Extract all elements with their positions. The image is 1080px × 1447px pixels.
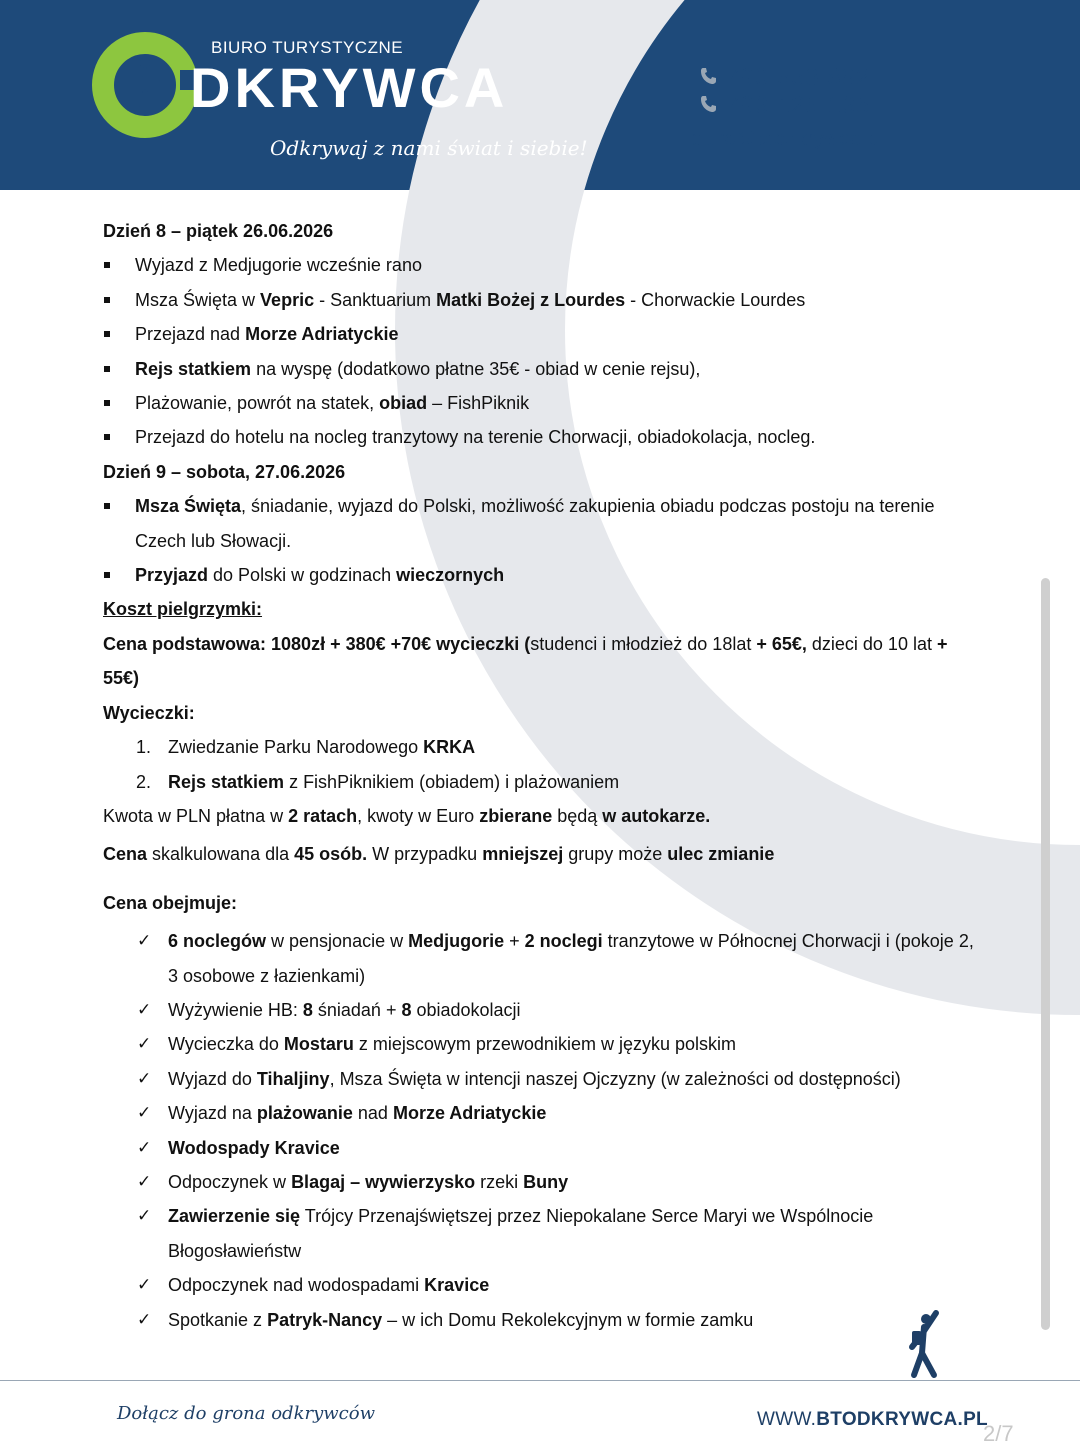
includes-item: ✓ Wyżywienie HB: 8 śniadań + 8 obiadokolacji [103, 993, 983, 1027]
phone-icon [700, 95, 716, 113]
includes-item: ✓ Zawierzenie się Trójcy Przenajświętszej przez Niepokalane Serce Maryi we Wspólnocie Błogosławieństw [103, 1199, 983, 1268]
list-item: Wyjazd z Medjugorie wcześnie rano [103, 248, 983, 282]
includes-item: ✓ Odpoczynek nad wodospadami Kravice [103, 1268, 983, 1302]
check-icon: ✓ [137, 999, 152, 1019]
check-icon: ✓ [137, 931, 152, 951]
includes-item: ✓ Wodospady Kravice [103, 1131, 983, 1165]
cost-heading: Koszt pielgrzymki: [103, 599, 263, 620]
list-item: Msza Święta, śniadanie, wyjazd do Polski, możliwość zakupienia obiadu podczas postoju na terenie Czech lub Słowacji. [103, 489, 983, 558]
contact-block [690, 64, 890, 151]
check-icon: ✓ [137, 1068, 152, 1088]
check-icon: ✓ [137, 1275, 152, 1295]
scrollbar[interactable] [1041, 578, 1050, 1330]
footer-divider [0, 1380, 1080, 1381]
includes-item: ✓ Wyjazd do Tihaljiny, Msza Święta w intencji naszej Ojczyzny (w zależności od dostępności) [103, 1062, 983, 1096]
day-8-heading: Dzień 8 – piątek 26.06.2026 [103, 221, 334, 241]
payment-note: Kwota w PLN płatna w 2 ratach, kwoty w Euro zbierane będą w autokarze. [103, 805, 711, 826]
includes-item: ✓ 6 noclegów w pensjonacie w Medjugorie + 2 noclegi tranzytowe w Północnej Chorwacji i (pokoje 2, 3 osobowe z łazienkami) [103, 924, 983, 993]
phone-number: 790 553 892 [726, 64, 871, 91]
list-item: Msza Święta w Vepric - Sanktuarium Matki Bożej z Lourdes - Chorwackie Lourdes [103, 283, 983, 317]
company-name: DKRYWCA [190, 56, 509, 119]
list-item: Przejazd do hotelu na nocleg tranzytowy na terenie Chorwacji, obiadokolacja, nocleg. [103, 420, 983, 454]
company-logo-icon [90, 30, 200, 140]
page-number: 2/7 [983, 1421, 1014, 1446]
includes-item: ✓ Spotkanie z Patryk-Nancy – w ich Domu Rekolekcyjnym w formie zamku [103, 1303, 983, 1337]
list-item: Rejs statkiem na wyspę (dodatkowo płatne 35€ - obiad w cenie rejsu), [103, 352, 983, 386]
phone-line[interactable] [690, 64, 890, 92]
check-icon: ✓ [137, 1309, 152, 1329]
website-link[interactable]: WWW.BTODKRYWCA.PL [757, 1409, 988, 1430]
document-body [103, 214, 983, 1337]
phone-icon [700, 67, 716, 85]
phone-line[interactable] [690, 92, 890, 120]
includes-heading: Cena obejmuje: [103, 892, 238, 913]
list-item: Plażowanie, powrót na statek, obiad – FishPiknik [103, 386, 983, 420]
header-banner [0, 0, 1080, 190]
check-icon: ✓ [137, 1206, 152, 1226]
check-icon: ✓ [137, 1034, 152, 1054]
calc-note: Cena skalkulowana dla 45 osób. W przypadku mniejszej grupy może ulec zmianie [103, 844, 775, 865]
includes-item: ✓ Odpoczynek w Blagaj – wywierzysko rzeki Buny [103, 1165, 983, 1199]
company-type-label: BIURO TURYSTYCZNE [211, 38, 404, 57]
phone-number: 793 125 135 [726, 92, 871, 119]
list-item: Przejazd nad Morze Adriatyckie [103, 317, 983, 351]
footer-slogan: Dołącz do grona odkrywców [117, 1403, 375, 1424]
day-9-heading: Dzień 9 – sobota, 27.06.2026 [103, 461, 346, 482]
trips-heading: Wycieczki: [103, 702, 195, 723]
list-item: Przyjazd do Polski w godzinach wieczornych [103, 558, 983, 592]
check-icon: ✓ [137, 1103, 152, 1123]
includes-item: ✓ Wyjazd na plażowanie nad Morze Adriatyckie [103, 1096, 983, 1130]
trip-item: 1. Zwiedzanie Parku Narodowego KRKA [136, 737, 476, 758]
check-icon: ✓ [137, 1171, 152, 1191]
hiker-icon [900, 1305, 950, 1385]
trip-item: 2. Rejs statkiem z FishPiknikiem (obiadem) i plażowaniem [136, 771, 620, 792]
check-icon: ✓ [137, 1137, 152, 1157]
company-slogan: Odkrywaj z nami świat i siebie! [270, 136, 588, 160]
includes-item: ✓ Wycieczka do Mostaru z miejscowym przewodnikiem w języku polskim [103, 1027, 983, 1061]
base-price: Cena podstawowa: 1080zł + 380€ +70€ wycieczki (studenci i młodzież do 18lat + 65€, dzieci do 10 lat + 55€) [103, 633, 948, 689]
email-link[interactable]: biuro@btodkrywca.pl [690, 128, 883, 150]
